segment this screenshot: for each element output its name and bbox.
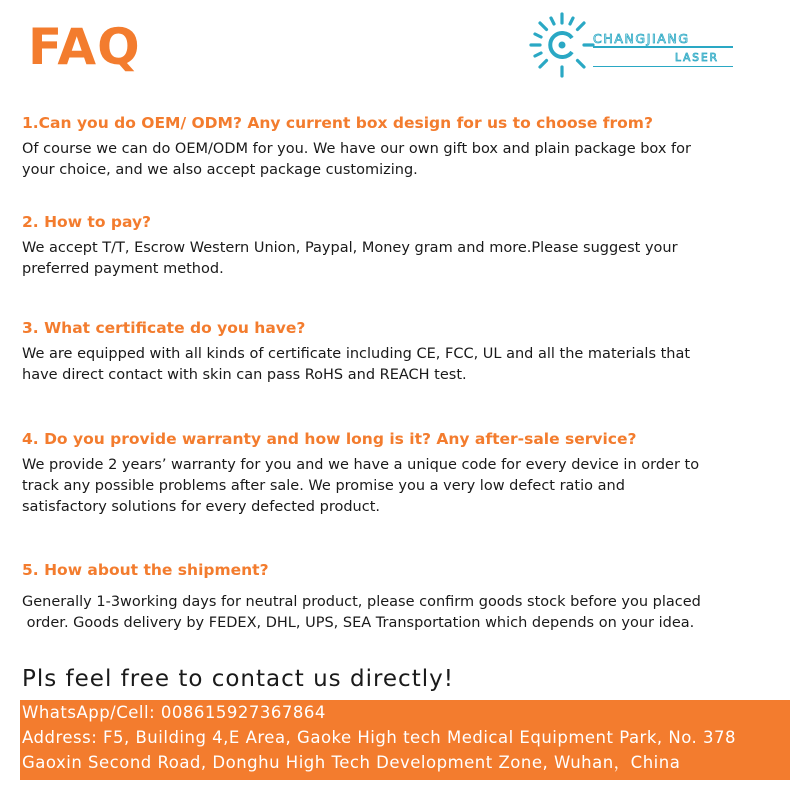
company-logo — [527, 10, 737, 80]
faq-answer-line: satisfactory solutions for every defected product. — [22, 499, 381, 515]
faq-answer-line: have direct contact with skin can pass RoHS and REACH test. — [22, 367, 467, 383]
faq-answer-line: We accept T/T, Escrow Western Union, Paypal, Money gram and more.Please suggest your — [22, 240, 678, 256]
faq-question: 4. Do you provide warranty and how long is it? Any after-sale service? — [22, 430, 637, 448]
faq-question: 1.Can you do OEM/ ODM? Any current box design for us to choose from? — [22, 114, 653, 132]
faq-answer-line: your choice, and we also accept package customizing. — [22, 162, 418, 178]
faq-question: 5. How about the shipment? — [22, 561, 269, 579]
faq-answer-line: track any possible problems after sale. We promise you a very low defect ratio and — [22, 478, 625, 494]
faq-question: 2. How to pay? — [22, 213, 152, 231]
contact-heading: Pls feel free to contact us directly! — [22, 666, 454, 692]
faq-item-2 — [22, 212, 782, 280]
faq-answer — [22, 344, 782, 386]
faq-answer-line: Of course we can do OEM/ODM for you. We have our own gift box and plain package box for — [22, 141, 691, 157]
sunburst-logo-icon — [527, 10, 597, 80]
contact-address-line: Address: F5, Building 4,E Area, Gaoke High tech Medical Equipment Park, No. 378 — [22, 728, 737, 747]
faq-item-4 — [22, 429, 782, 518]
contact-phone: WhatsApp/Cell: 008615927367864 — [22, 703, 326, 722]
logo-underline — [593, 66, 733, 67]
faq-question: 3. What certificate do you have? — [22, 319, 306, 337]
faq-item-5 — [22, 560, 782, 634]
faq-answer — [22, 455, 782, 518]
faq-answer — [22, 139, 782, 181]
logo-divider — [593, 46, 733, 48]
faq-answer-line: We are equipped with all kinds of certificate including CE, FCC, UL and all the materials that — [22, 346, 691, 362]
faq-item-1 — [22, 113, 782, 181]
logo-subtitle: LASER — [675, 52, 719, 64]
faq-answer — [22, 592, 782, 634]
faq-answer — [22, 238, 782, 280]
contact-address-line: Gaoxin Second Road, Donghu High Tech Development Zone, Wuhan，China — [22, 753, 681, 772]
faq-answer-line: order. Goods delivery by FEDEX, DHL, UPS, SEA Transportation which depends on your idea. — [22, 615, 695, 631]
contact-info-box — [20, 700, 790, 780]
faq-answer-line: We provide 2 years’ warranty for you and we have a unique code for every device in order to — [22, 457, 700, 473]
page-title: FAQ — [28, 18, 141, 76]
faq-item-3 — [22, 318, 782, 386]
faq-answer-line: preferred payment method. — [22, 261, 224, 277]
logo-wordmark: CHANGJIANG — [593, 31, 690, 46]
faq-answer-line: Generally 1-3working days for neutral product, please confirm goods stock before you placed — [22, 594, 701, 610]
